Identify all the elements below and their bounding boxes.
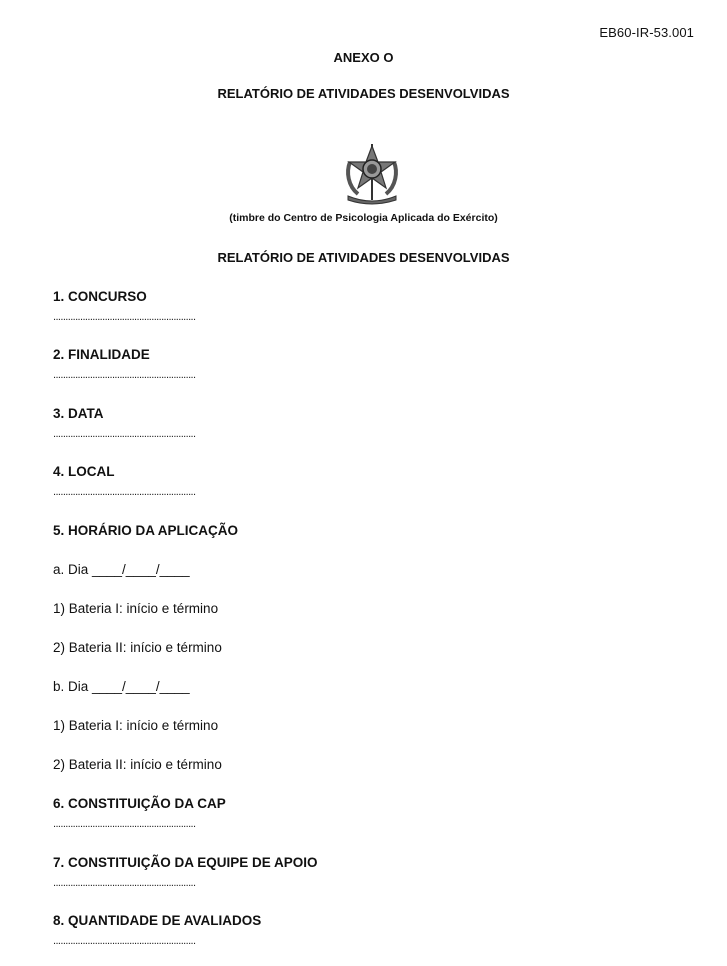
section-7-heading: 7. CONSTITUIÇÃO DA EQUIPE DE APOIO xyxy=(53,855,318,870)
section-4-heading: 4. LOCAL xyxy=(53,464,115,479)
fill-line-7: .......................................................... xyxy=(53,877,196,889)
section-1-heading: 1. CONCURSO xyxy=(53,289,147,304)
schedule-day-b-battery-1: 1) Bateria I: início e término xyxy=(53,718,219,733)
fill-line-8: .......................................................... xyxy=(53,935,196,947)
fill-line-2: .......................................................... xyxy=(53,369,196,381)
letterhead-caption: (timbre do Centro de Psicologia Aplicada do Exército) xyxy=(229,212,498,224)
schedule-day-b-battery-2: 2) Bateria II: início e término xyxy=(53,757,222,772)
brazil-coat-of-arms-icon xyxy=(342,142,402,206)
schedule-day-a-battery-1: 1) Bateria I: início e término xyxy=(53,601,219,616)
report-title: RELATÓRIO DE ATIVIDADES DESENVOLVIDAS xyxy=(217,86,510,101)
fill-line-4: .......................................................... xyxy=(53,486,196,498)
fill-line-3: .......................................................... xyxy=(53,428,196,440)
section-2-heading: 2. FINALIDADE xyxy=(53,347,150,362)
annex-title: ANEXO O xyxy=(333,50,394,65)
document-code: EB60-IR-53.001 xyxy=(599,25,694,40)
fill-line-6: .......................................................... xyxy=(53,818,196,830)
section-6-heading: 6. CONSTITUIÇÃO DA CAP xyxy=(53,796,226,811)
fill-line-1: .......................................................... xyxy=(53,311,196,323)
report-subtitle: RELATÓRIO DE ATIVIDADES DESENVOLVIDAS xyxy=(217,250,510,265)
section-3-heading: 3. DATA xyxy=(53,406,104,421)
schedule-day-a: a. Dia ____/____/____ xyxy=(53,562,190,577)
schedule-day-a-battery-2: 2) Bateria II: início e término xyxy=(53,640,222,655)
section-5-heading: 5. HORÁRIO DA APLICAÇÃO xyxy=(53,523,239,538)
schedule-day-b: b. Dia ____/____/____ xyxy=(53,679,190,694)
section-8-heading: 8. QUANTIDADE DE AVALIADOS xyxy=(53,913,262,928)
